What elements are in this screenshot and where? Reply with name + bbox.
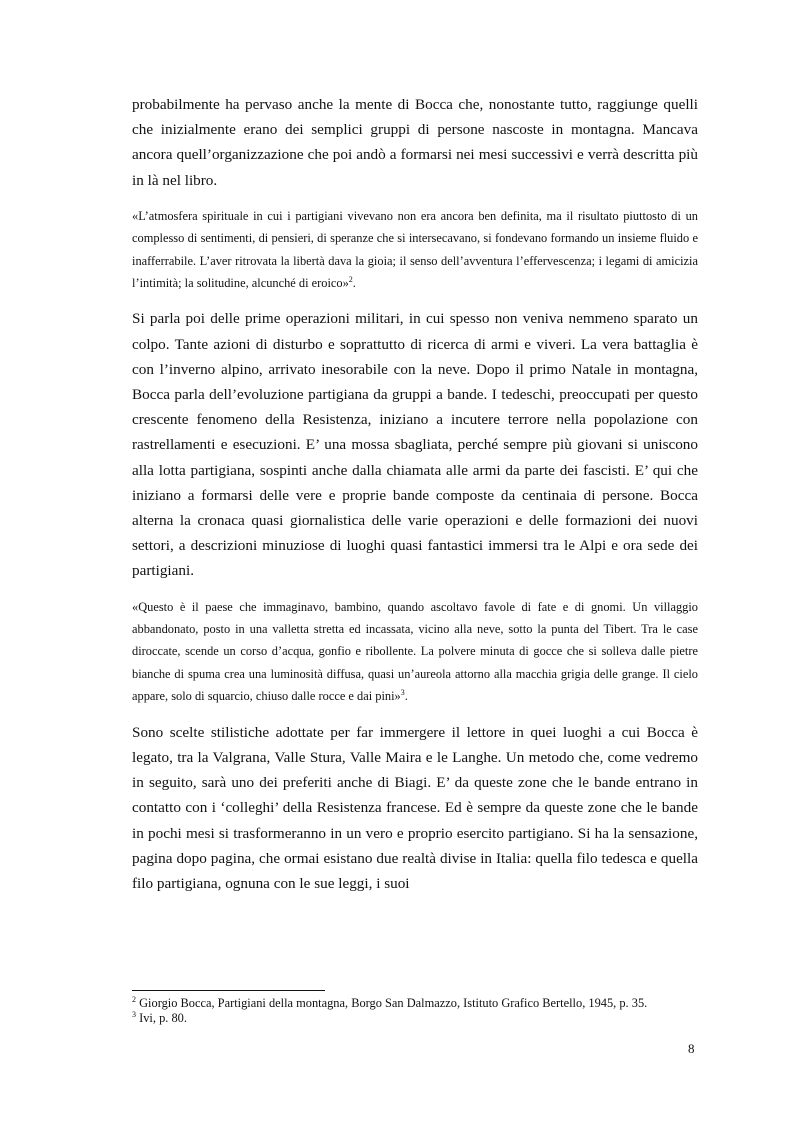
footnote-3 [132,1011,698,1026]
footnote-ref-2[interactable]: 2 [348,274,353,284]
footnote-2 [132,996,698,1011]
block-quote-2: «Questo è il paese che immaginavo, bambino, quando ascoltavo favole di fate e di gnomi. Un villaggio abbandonato, posto in una valletta stretta ed incassata, vicino alla neve, sotto la punta del Tibert. Tra le case diroccate, scende un corso d’acqua, gonfio e ribollente. La polvere minuta di gocce che si solleva dalle pietre bianche di spuma crea una luminosità diffusa, quasi un’aureola attorno alla macchia grigia delle grange. Il cielo appare, solo di squarcio, chiuso dalle rocce e dai pini»$^3$. [132,599,698,704]
footnote-separator [132,990,325,991]
page-number: 8 [688,1041,695,1056]
footnote-ref-3[interactable]: 3 [400,688,405,698]
block-quote-1-text: «L’atmosfera spirituale in cui i partigiani vivevano non era ancora ben definita, ma il risultato piuttosto di un complesso di sentimenti, di pensieri, di speranze che si intersecavano, si fondevano formando un insieme fluido e inafferrabile. L’aver ritrovata la libertà dava la gioia; il senso dell’avventura l’effervescenza; i legami di amicizia l’intimità; la solitudine, alcunché di eroico» [132,208,698,291]
body-paragraph-2: Si parla poi delle prime operazioni militari, in cui spesso non veniva nemmeno sparato un colpo. Tante azioni di disturbo e soprattutto di ricerca di armi e viveri. La vera battaglia è con l’inverno alpino, arrivato inesorabile con la neve. Dopo il primo Natale in montagna, Bocca parla dell’evoluzione partigiana da gruppi a bande. I tedeschi, preoccupati per questo crescente fenomeno della Resistenza, iniziano a incutere terrore nella popolazione con rastrellamenti e esecuzioni. E’ una mossa sbagliata, perché sempre più giovani si uniscono alla lotta partigiana, sospinti anche dalla chiamata alle armi da parte dei fascisti. E’ qui che iniziano a formarsi delle vere e proprie bande composte da centinaia di persone. Bocca alterna la cronaca quasi giornalistica delle varie operazioni e delle formazioni dei nuovi settori, a descrizioni minuziose di luoghi quasi fantastici immersi tra le Alpi e ora sede dei partigiani. [132,310,698,580]
footnote-number: 2 [132,994,136,1004]
body-paragraph-3: Sono scelte stilistiche adottate per far immergere il lettore in quei luoghi a cui Bocca è legato, tra la Valgrana, Valle Stura, Valle Maira e le Langhe. Un metodo che, come vedremo in seguito, sarà uno dei preferiti anche di Biagi. E’ da queste zone che le bande entrano in contatto con i ‘colleghi’ della Resistenza francese. Ed è sempre da queste zone che le bande in pochi mesi si trasformeranno in un vero e proprio esercito partigiano. Si ha la sensazione, pagina dopo pagina, che ormai esistano due realtà divise in Italia: quella filo tedesca e quella filo partigiana, ognuna con le sue leggi, i suoi [132,723,698,892]
footnote-number: 3 [132,1009,136,1019]
block-quote-1: «L’atmosfera spirituale in cui i partigiani vivevano non era ancora ben definita, ma il risultato piuttosto di un complesso di sentimenti, di pensieri, di speranze che si intersecavano, si fondevano formando un insieme fluido e inafferrabile. L’aver ritrovata la libertà dava la gioia; il senso dell’avventura l’effervescenza; i legami di amicizia l’intimità; la solitudine, alcunché di eroico»$^2$. [132,208,698,291]
footnote-text: Ivi, p. 80. [139,1011,187,1025]
page-body [132,90,698,896]
body-paragraph-1: probabilmente ha pervaso anche la mente di Bocca che, nonostante tutto, raggiunge quelli che inizialmente erano dei semplici gruppi di persone nascoste in montagna. Mancava ancora quell’organizzazione che poi andò a formarsi nei mesi successivi e verrà descritta più in là nel libro. [132,96,698,189]
footnotes [132,996,698,1026]
footnote-text: Giorgio Bocca, Partigiani della montagna, Borgo San Dalmazzo, Istituto Grafico Bertello, 1945, p. 35. [139,996,648,1010]
block-quote-2-text: «Questo è il paese che immaginavo, bambino, quando ascoltavo favole di fate e di gnomi. Un villaggio abbandonato, posto in una valletta stretta ed incassata, vicino alla neve, sotto la punta del Tibert. Tra le case diroccate, scende un corso d’acqua, gonfio e ribollente. La polvere minuta di gocce che si solleva dalle pietre bianche di spuma crea una luminosità diffusa, quasi un’aureola attorno alla macchia grigia delle grange. Il cielo appare, solo di squarcio, chiuso dalle rocce e dai pini» [132,599,698,704]
